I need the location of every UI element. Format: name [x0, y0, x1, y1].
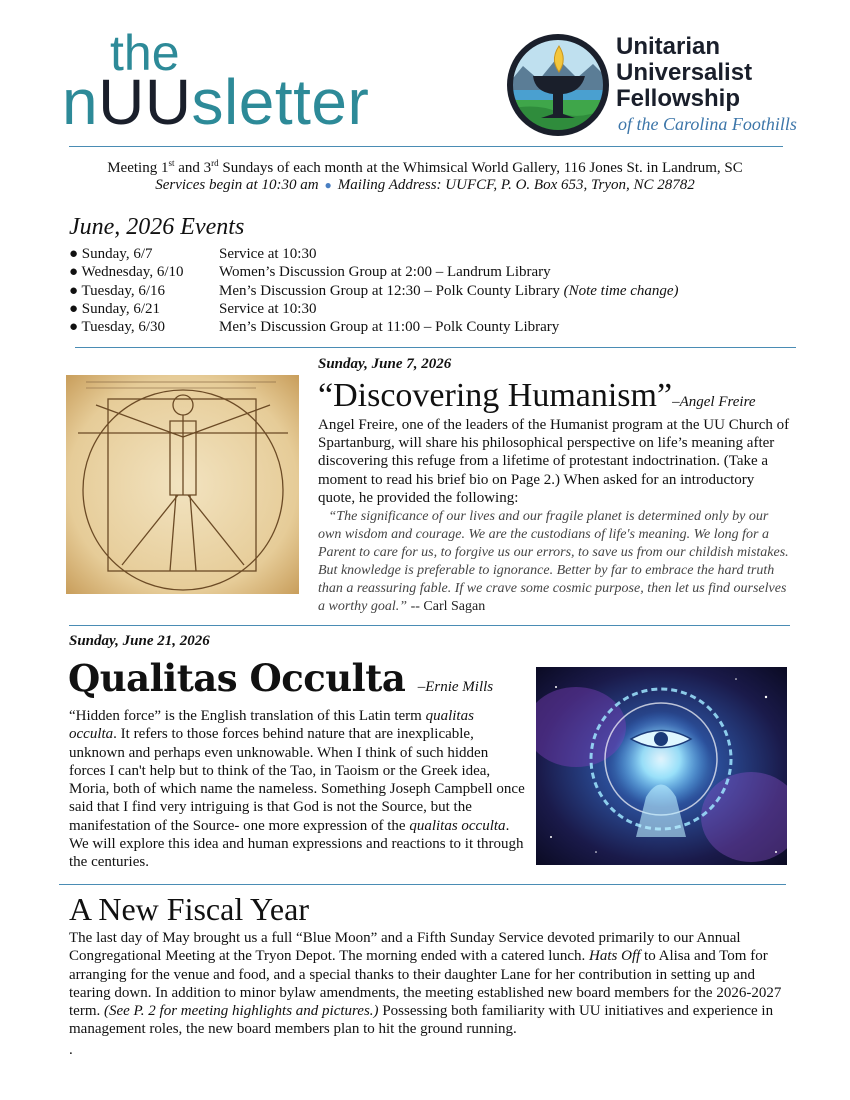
event-row — [69, 282, 679, 300]
title-uu: UU — [98, 66, 192, 138]
a3-hats-off: Hats Off — [589, 948, 641, 965]
a3-text-1: The last day of May brought us a full “Blue Moon” and a Fifth Sunday Service devoted primarily to our Annual Congregational Meeting at the Tryon Depot. The morning ended with a catered lunch. — [69, 930, 741, 965]
event-date: ● Tuesday, 6/16 — [69, 283, 166, 299]
a3-see-page: (See P. 2 for meeting highlights and pictures.) — [104, 1003, 379, 1020]
event-desc: Men’s Discussion Group at 11:00 – Polk County Library — [219, 319, 560, 335]
event-row — [69, 263, 551, 281]
trailing-period: . — [69, 1042, 73, 1058]
event-date: ● Tuesday, 6/30 — [69, 319, 166, 335]
event-desc: Service at 10:30 — [219, 301, 317, 317]
article2-divider — [59, 884, 786, 885]
a2-text-2: . It refers to those forces behind nature that are inexplicable, unknown and perhaps even unknowable. When I think of such hidden forces I can't help but to think of the Tao, in Taoism or the Greek idea, Moria, both of which name the nameless. Something Joseph Campbell once said that I find very intriguing is that God is not the Source, but the manifestation of the Source- one more expression of the — [69, 726, 525, 834]
event-row — [69, 245, 316, 263]
org-line-1: Unitarian — [616, 33, 721, 60]
event-note: (Note time change) — [563, 283, 679, 299]
event-row — [69, 318, 559, 336]
chalice-logo — [505, 32, 611, 138]
meeting-text-b: and 3 — [174, 160, 212, 176]
article3-body — [69, 929, 799, 1039]
mailing-address: Mailing Address: UUFCF, P. O. Box 653, Tryon, NC 28782 — [337, 177, 695, 193]
article1-quote — [318, 508, 792, 615]
article2-body — [69, 707, 525, 872]
title-rest: sletter — [191, 66, 370, 138]
meeting-info — [0, 158, 850, 177]
events-divider — [75, 347, 796, 348]
a2-text-3: . We will explore this idea and human expressions and reactions to it through the centuries. — [69, 817, 524, 871]
meeting-sup-2: rd — [211, 158, 219, 168]
article2-author: –Ernie Mills — [417, 679, 494, 695]
quote-text: “The significance of our lives and our fragile planet is determined only by our own wisdom and courage. We are the custodians of life's meaning. We long for a Parent to care for us, to forgive us our errors, to save us from our childish mistakes. But knowledge is preferable to ignorance. Better by far to embrace the hard truth than a reassuring fable. If we crave some cosmic purpose, then let us find ourselves a worthy goal.” — [318, 509, 789, 614]
cosmic-eye-image — [536, 667, 787, 865]
events-title: June, 2026 Events — [69, 214, 245, 240]
article2-title-text: Qualitas Occulta — [68, 656, 406, 700]
event-date: ● Sunday, 6/21 — [69, 301, 161, 317]
event-desc: Service at 10:30 — [219, 246, 317, 262]
org-line-3: Fellowship — [616, 85, 741, 112]
event-date: ● Wednesday, 6/10 — [69, 264, 184, 280]
org-subtitle: of the Carolina Foothills — [618, 114, 797, 134]
org-name — [616, 34, 752, 112]
a2-term-2: qualitas occulta — [409, 817, 506, 834]
vitruvian-man-image — [66, 375, 299, 594]
services-line — [0, 177, 850, 194]
header-divider — [69, 146, 783, 147]
services-time: Services begin at 10:30 am — [155, 177, 319, 193]
article1-title-text: “Discovering Humanism” — [318, 377, 673, 414]
newsletter-title — [62, 66, 370, 138]
article1-body: Angel Freire, one of the leaders of the Humanist program at the UU Church of Spartanburg, will share his philosophical perspective on life’s meaning after discovering this refuge from a lifetime of protestant indoctrination. (Take a moment to read his brief bio on Page 2.) When asked for an introductory quote, he provided the following: — [318, 417, 790, 506]
article1-date: Sunday, June 7, 2026 — [318, 356, 452, 372]
meeting-sup-1: st — [168, 158, 175, 168]
a3-text-3: Possessing both familiarity with UU initiatives and experience in management roles, the new board members plan to hit the ground running. — [69, 1003, 774, 1038]
meeting-text-c: Sundays of each month at the Whimsical World Gallery, 116 Jones St. in Landrum, SC — [218, 160, 743, 176]
quote-citation: -- Carl Sagan — [407, 598, 486, 614]
article3-title: A New Fiscal Year — [69, 891, 309, 927]
org-line-2: Universalist — [616, 59, 753, 86]
event-row — [69, 300, 316, 318]
a2-term-1: qualitas occulta — [69, 708, 474, 743]
title-n: n — [62, 66, 99, 138]
article1-divider — [69, 625, 790, 626]
article2-date: Sunday, June 21, 2026 — [69, 633, 210, 649]
event-desc: Men’s Discussion Group at 12:30 – Polk County Library — [219, 283, 564, 299]
event-date: ● Sunday, 6/7 — [69, 246, 153, 262]
article2-title — [68, 655, 493, 710]
a3-text-2: to Alisa and Tom for arranging for the venue and food, and a special thanks to their daughter Lane for her contribution in setting up and tearing down. In addition to minor bylaw amendments, the meeting established new board members for the 2026-2027 term. — [69, 948, 782, 1020]
masthead-the: the — [110, 25, 180, 81]
event-desc: Women’s Discussion Group at 2:00 – Landrum Library — [219, 264, 551, 280]
a2-text-1: “Hidden force” is the English translation of this Latin term — [69, 708, 426, 724]
separator-bullet: ● — [324, 178, 332, 192]
article1-author: –Angel Freire — [672, 394, 756, 410]
meeting-text-a: Meeting 1 — [107, 160, 169, 176]
